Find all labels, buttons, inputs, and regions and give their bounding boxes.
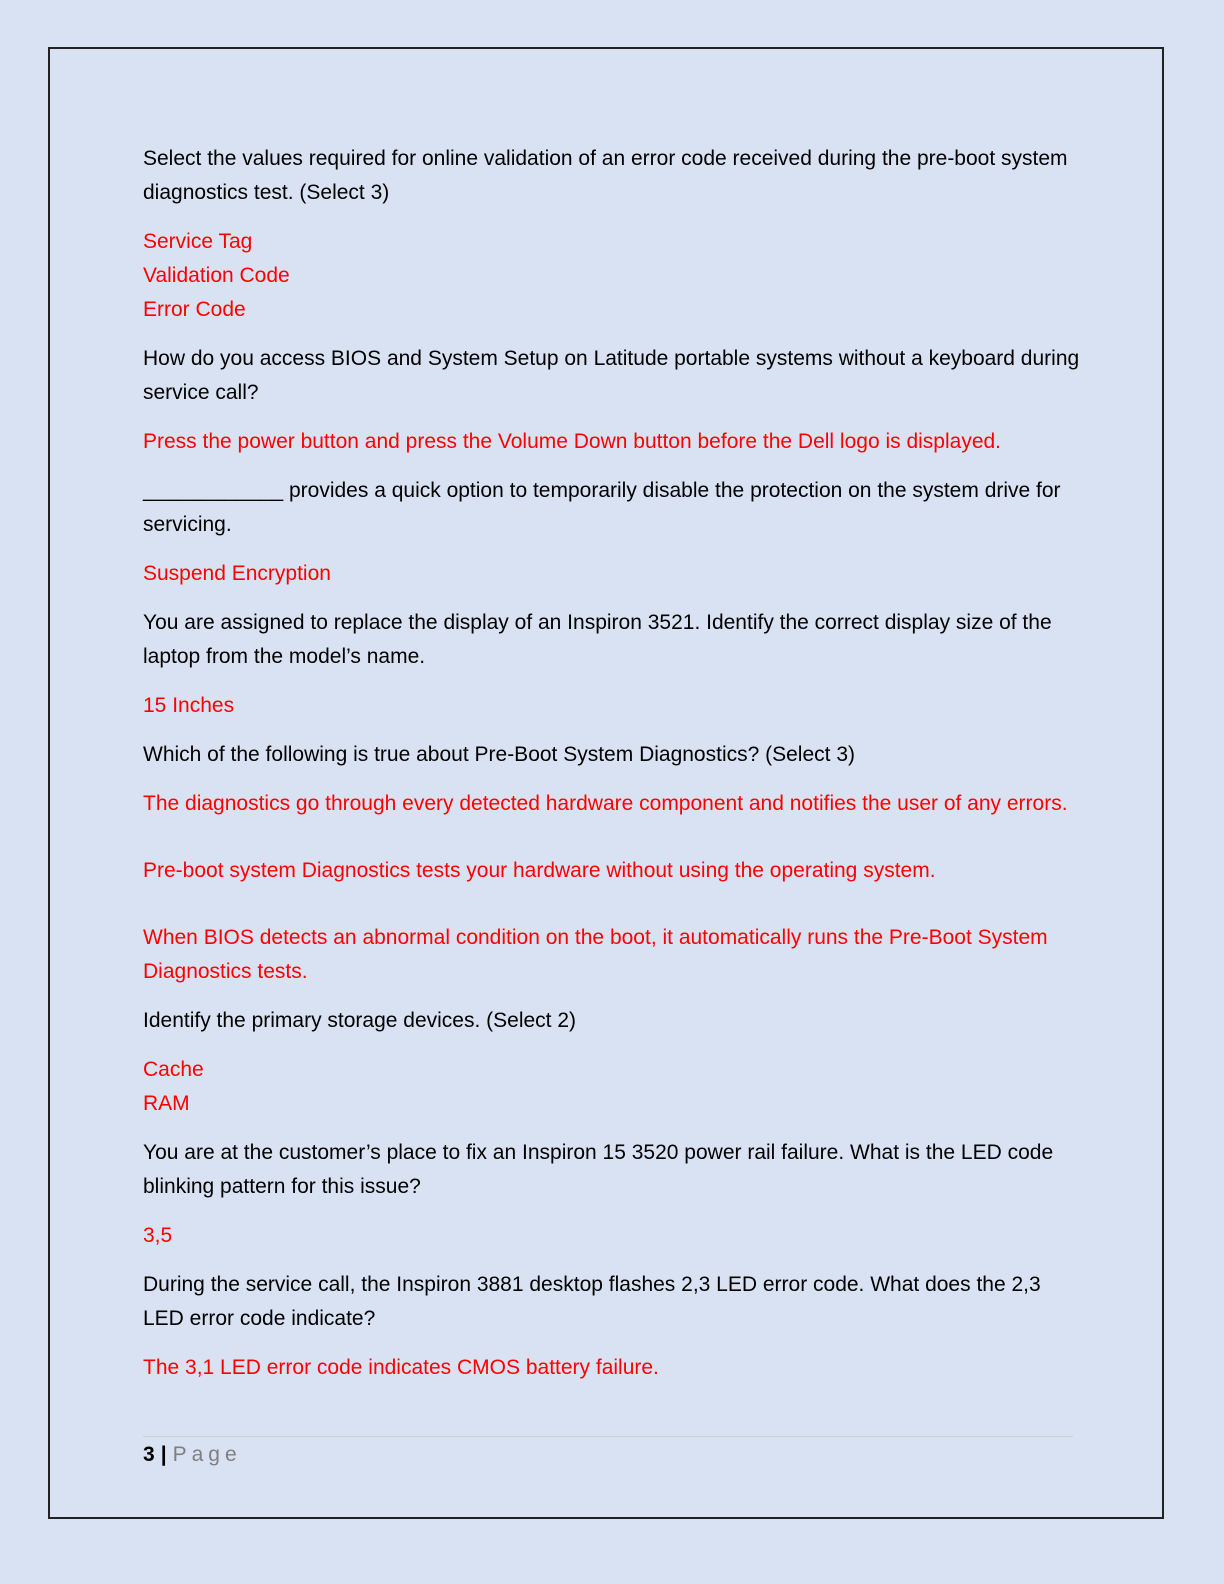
- answer-5-1: The diagnostics go through every detected hardware component and notifies the user of any errors.: [143, 792, 1068, 815]
- answer-group-8: [143, 1351, 1083, 1385]
- answer-group-3: [143, 557, 1083, 591]
- question-6: Identify the primary storage devices. (Select 2): [143, 1009, 577, 1032]
- answer-6-1: Cache: [143, 1058, 204, 1081]
- question-8: During the service call, the Inspiron 3881 desktop flashes 2,3 LED error code. What does the 2,3 LED error code indicate?: [143, 1273, 1041, 1330]
- answer-1-1: Service Tag: [143, 230, 253, 253]
- answer-group-7: [143, 1219, 1083, 1253]
- answer-7-1: 3,5: [143, 1224, 173, 1247]
- page-label: Page: [172, 1443, 242, 1466]
- question-3: ____________ provides a quick option to temporarily disable the protection on the system drive for servicing.: [143, 479, 1061, 536]
- answer-group-6: [143, 1053, 1083, 1121]
- answer-6-2: RAM: [143, 1092, 190, 1115]
- question-1: Select the values required for online validation of an error code received during the pre-boot system diagnostics test. (Select 3): [143, 147, 1068, 204]
- question-4: You are assigned to replace the display of an Inspiron 3521. Identify the correct display size of the laptop from the model’s name.: [143, 611, 1052, 668]
- answer-group-4: [143, 689, 1083, 723]
- question-5: Which of the following is true about Pre-Boot System Diagnostics? (Select 3): [143, 743, 855, 766]
- answer-group-2: [143, 425, 1083, 459]
- answer-5-3: When BIOS detects an abnormal condition on the boot, it automatically runs the Pre-Boot System Diagnostics tests.: [143, 926, 1048, 983]
- answer-group-5: [143, 787, 1083, 989]
- page-content: [143, 142, 1083, 1400]
- answer-8-1: The 3,1 LED error code indicates CMOS battery failure.: [143, 1356, 659, 1379]
- page-footer: [143, 1436, 1073, 1469]
- answer-3-1: Suspend Encryption: [143, 562, 331, 585]
- answer-1-3: Error Code: [143, 298, 246, 321]
- answer-5-2: Pre-boot system Diagnostics tests your hardware without using the operating system.: [143, 859, 936, 882]
- question-7: You are at the customer’s place to fix an Inspiron 15 3520 power rail failure. What is the LED code blinking pattern for this issue?: [143, 1141, 1054, 1198]
- answer-group-1: [143, 225, 1083, 327]
- answer-1-2: Validation Code: [143, 264, 290, 287]
- answer-2-1: Press the power button and press the Volume Down button before the Dell logo is displayed.: [143, 430, 1002, 453]
- page-number: 3: [143, 1443, 155, 1466]
- footer-separator: |: [160, 1443, 167, 1466]
- question-2: How do you access BIOS and System Setup on Latitude portable systems without a keyboard during service call?: [143, 347, 1080, 404]
- answer-4-1: 15 Inches: [143, 694, 235, 717]
